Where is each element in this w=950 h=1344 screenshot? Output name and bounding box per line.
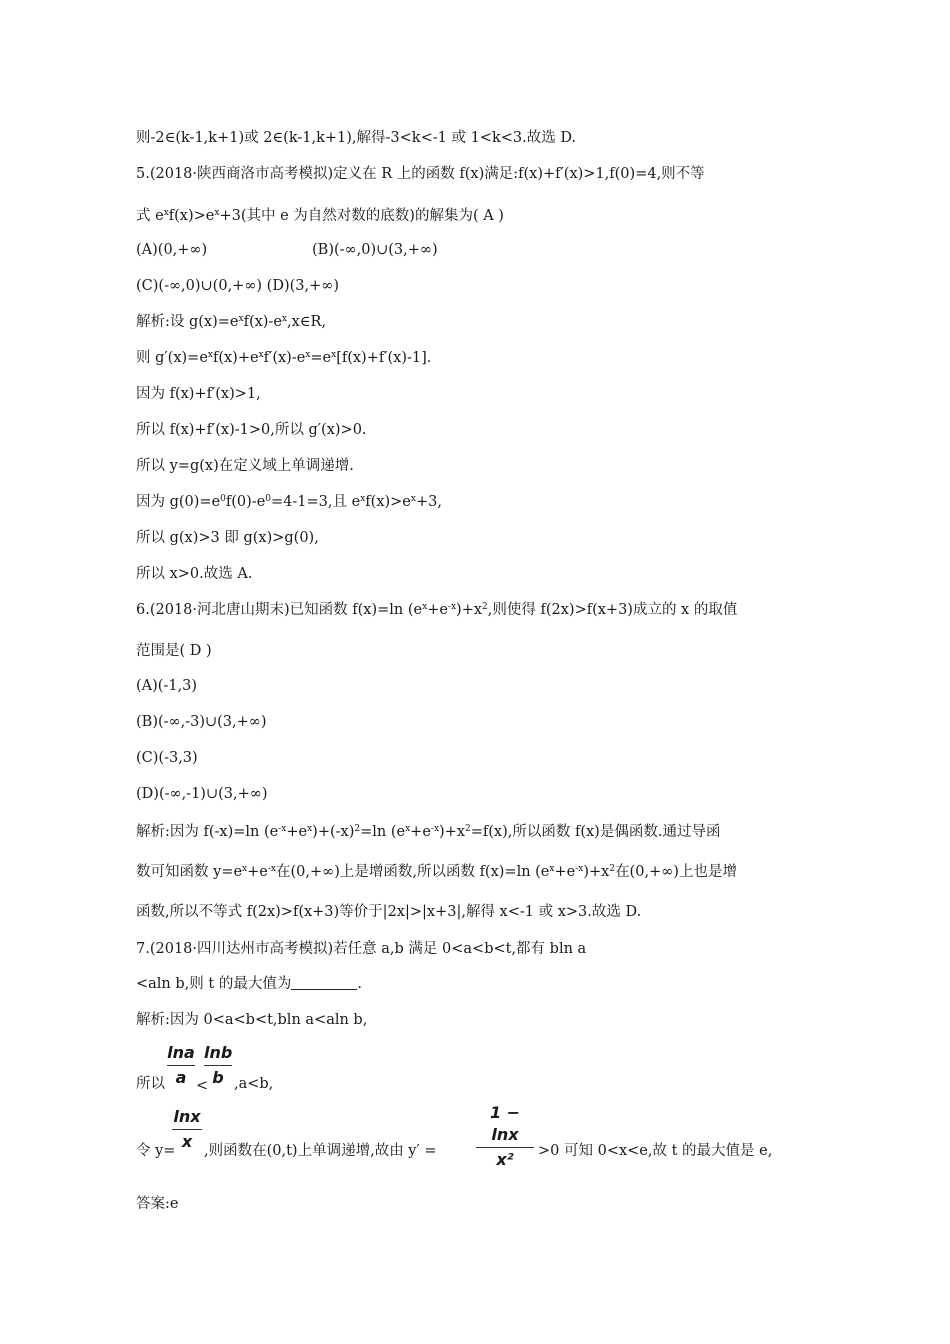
fraction-numerator: lnb <box>204 1043 233 1062</box>
answer-line: 答案:e <box>136 1196 179 1212</box>
superscript: -x <box>430 824 440 834</box>
text-segment: =4-1=3,且 e <box>271 494 361 510</box>
text-line <box>136 492 442 512</box>
text-segment: f(x)>e <box>168 208 215 224</box>
fraction-bar <box>476 1147 534 1148</box>
text-segment: 因为 g(0)=e <box>136 494 221 510</box>
fraction-lnx-over-x <box>172 1106 202 1153</box>
text-segment: ,x∈R, <box>287 314 327 330</box>
superscript: x <box>331 350 337 360</box>
superscript: x <box>242 864 248 874</box>
question-7-stem: 7.(2018·四川达州市高考模拟)若任意 a,b 满足 0<a<b<t,都有 bln a <box>136 941 587 957</box>
option-a: (A)(-1,3) <box>136 678 198 694</box>
text-segment: +e <box>247 864 268 880</box>
fraction-denominator: x² <box>496 1150 514 1169</box>
text-line: 所以 y=g(x)在定义域上单调递增. <box>136 458 354 474</box>
text-segment: =f(x),所以函数 f(x)是偶函数.通过导函 <box>470 824 721 840</box>
text-segment: =e <box>310 350 332 366</box>
text-segment: >0 可知 0<x<e,故 t 的最大值是 e, <box>538 1143 773 1159</box>
text-line <box>136 312 326 332</box>
text-segment: 6.(2018·河北唐山期末)已知函数 f(x)=ln (e <box>136 602 423 618</box>
text-segment: f′(x)-e <box>263 350 306 366</box>
superscript: 2 <box>354 824 361 834</box>
text-line: 范围是( D ) <box>136 643 212 659</box>
text-line: 则-2∈(k-1,k+1)或 2∈(k-1,k+1),解得-3<k<-1 或 1<k<3.故选 D. <box>136 130 577 146</box>
superscript: x <box>405 824 411 834</box>
superscript: 0 <box>265 494 272 504</box>
text-segment: )+(-x) <box>312 824 355 840</box>
text-segment: ,则使得 f(2x)>f(x+3)成立的 x 的取值 <box>487 602 738 618</box>
text-segment: [f(x)+f′(x)-1]. <box>336 350 432 366</box>
superscript: x <box>281 314 287 324</box>
text-line: 所以 x>0.故选 A. <box>136 566 253 582</box>
text-line <box>136 822 720 842</box>
text-segment: +e <box>554 864 576 880</box>
text-segment: 解析:因为 f(-x)=ln (e <box>136 824 279 840</box>
text-segment: =ln (e <box>360 824 406 840</box>
text-segment: 在(0,+∞)上也是增 <box>615 864 737 880</box>
text-segment: )+x <box>583 864 610 880</box>
superscript: 2 <box>482 602 488 612</box>
fraction-derivative <box>476 1102 534 1171</box>
text-line <box>136 862 737 882</box>
superscript: x <box>360 494 366 504</box>
fraction-denominator: b <box>212 1068 224 1087</box>
text-segment: 数可知函数 y=e <box>136 864 243 880</box>
option-c: (C)(-3,3) <box>136 750 198 766</box>
superscript: 2 <box>609 864 616 874</box>
superscript: x <box>214 208 220 218</box>
option-a: (A)(0,+∞) <box>136 242 208 258</box>
superscript: x <box>410 494 416 504</box>
text-line: 函数,所以不等式 f(2x)>f(x+3)等价于|2x|>|x+3|,解得 x<-1 或 x>3.故选 D. <box>136 904 642 920</box>
superscript: x <box>307 824 313 834</box>
fraction-denominator: a <box>175 1068 187 1087</box>
option-b: (B)(-∞,-3)∪(3,+∞) <box>136 714 267 730</box>
text-segment: 式 e <box>136 208 164 224</box>
fraction-bar <box>204 1065 232 1066</box>
text-segment: ,则函数在(0,t)上单调递增,故由 y′ = <box>204 1143 437 1159</box>
text-segment: )+x <box>456 602 483 618</box>
fraction-lnb-over-b <box>204 1042 232 1089</box>
text-segment: +e <box>410 824 431 840</box>
superscript: x <box>238 314 244 324</box>
text-segment: . <box>357 976 362 992</box>
option-b: (B)(-∞,0)∪(3,+∞) <box>312 242 438 258</box>
text-line <box>136 974 362 994</box>
fraction-numerator: lnx <box>173 1107 201 1126</box>
text-segment: f(0)-e <box>225 494 266 510</box>
text-segment: )+x <box>439 824 466 840</box>
fraction-numerator: lna <box>167 1043 195 1062</box>
text-segment: <aln b,则 t 的最大值为 <box>136 976 292 992</box>
fraction-denominator: x <box>181 1132 193 1151</box>
text-line <box>136 206 504 226</box>
text-line <box>136 348 431 368</box>
superscript: -x <box>575 864 584 874</box>
text-segment: +e <box>427 602 448 618</box>
superscript: x <box>207 350 213 360</box>
superscript: x <box>163 208 169 218</box>
superscript: x <box>422 602 428 612</box>
fraction-bar <box>167 1065 195 1066</box>
option-line: (C)(-∞,0)∪(0,+∞) (D)(3,+∞) <box>136 278 339 294</box>
text-segment: 解析:设 g(x)=e <box>136 314 239 330</box>
fraction-numerator: 1 − lnx <box>489 1103 521 1144</box>
question-5-stem: 5.(2018·陕西商洛市高考模拟)定义在 R 上的函数 f(x)满足:f(x)+f′(x)>1,f(0)=4,则不等 <box>136 166 705 182</box>
superscript: -x <box>267 864 276 874</box>
text-segment: +3(其中 e 为自然对数的底数)的解集为( A ) <box>219 208 504 224</box>
text-segment: f(x)+e <box>212 350 259 366</box>
text-line: 所以 f(x)+f′(x)-1>0,所以 g′(x)>0. <box>136 422 367 438</box>
fraction-bar <box>172 1129 202 1130</box>
text-segment: 所以 <box>136 1076 165 1092</box>
superscript: 2 <box>465 824 471 834</box>
text-segment: 在(0,+∞)上是增函数,所以函数 f(x)=ln (e <box>275 864 550 880</box>
text-segment: f(x)>e <box>365 494 411 510</box>
superscript: x <box>258 350 264 360</box>
text-segment: +e <box>286 824 308 840</box>
answer-blank <box>291 975 357 990</box>
text-line: 所以 g(x)>3 即 g(x)>g(0), <box>136 530 319 546</box>
text-segment: 令 y= <box>136 1143 176 1159</box>
less-than-sign: < <box>196 1078 209 1094</box>
text-segment: f(x)-e <box>243 314 282 330</box>
superscript: x <box>549 864 555 874</box>
text-segment: +3, <box>415 494 442 510</box>
text-line: 解析:因为 0<a<b<t,bln a<aln b, <box>136 1012 368 1028</box>
text-segment: 则 g′(x)=e <box>136 350 208 366</box>
fraction-lna-over-a <box>167 1042 195 1089</box>
superscript: x <box>305 350 311 360</box>
superscript: -x <box>278 824 287 834</box>
option-d: (D)(-∞,-1)∪(3,+∞) <box>136 786 268 802</box>
text-segment: ,a<b, <box>234 1076 274 1092</box>
question-6-stem <box>136 600 737 620</box>
option-line <box>136 240 438 260</box>
superscript: -x <box>447 602 457 612</box>
superscript: 0 <box>220 494 226 504</box>
text-line: 因为 f(x)+f′(x)>1, <box>136 386 261 402</box>
